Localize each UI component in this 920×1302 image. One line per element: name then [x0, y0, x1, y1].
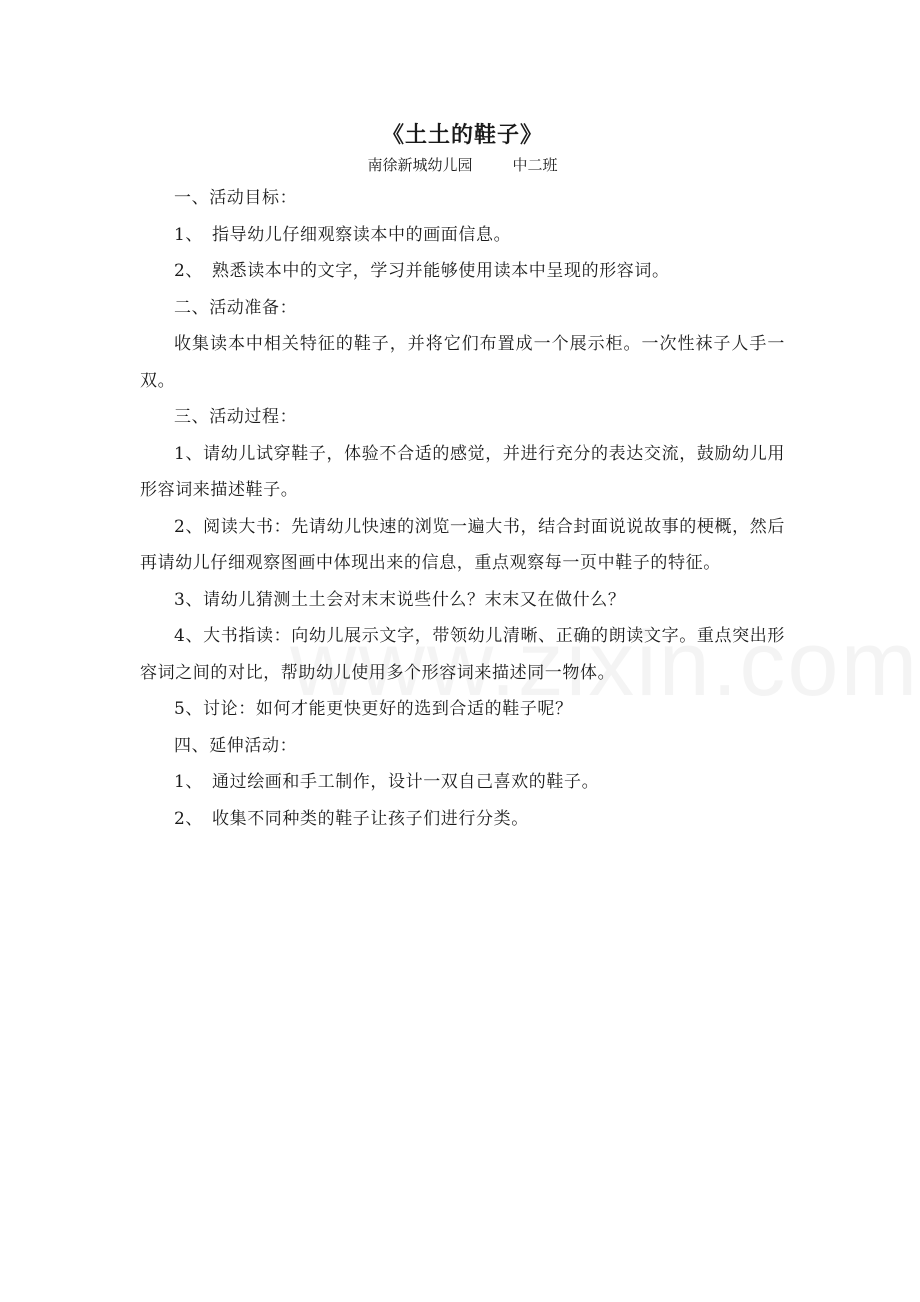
school-name: 南徐新城幼儿园 — [367, 156, 473, 174]
process-step: 3、请幼儿猜测土土会对末末说些什么？末末又在做什么？ — [174, 589, 626, 610]
process-step: 5、讨论：如何才能更快更好的选到合适的鞋子呢？ — [174, 699, 573, 719]
extension-item-number: 2、 — [174, 808, 204, 829]
extension-item-text: 收集不同种类的鞋子让孩子们进行分类。 — [212, 808, 529, 829]
extension-item-text: 通过绘画和手工制作，设计一双自己喜欢的鞋子。 — [212, 772, 600, 792]
section-heading-process: 三、活动过程： — [174, 407, 298, 427]
document-subtitle — [140, 154, 785, 176]
class-name: 中二班 — [512, 156, 558, 174]
section-heading-goals: 一、活动目标： — [174, 188, 298, 208]
document-title: 《土土的鞋子》 — [381, 122, 543, 148]
goal-item — [140, 253, 785, 290]
process-step: 1、请幼儿试穿鞋子，体验不合适的感觉，并进行充分的表达交流，鼓励幼儿用形容词来描述鞋子。 — [140, 443, 785, 500]
goal-item-text: 指导幼儿仔细观察读本中的画面信息。 — [212, 224, 512, 245]
goal-item-number: 1、 — [174, 224, 204, 245]
extension-item-number: 1、 — [174, 772, 204, 792]
section-heading-extension: 四、延伸活动： — [174, 735, 298, 756]
goal-item-number: 2、 — [174, 261, 204, 281]
extension-item — [140, 801, 785, 838]
section-heading-preparation: 二、活动准备： — [174, 297, 298, 318]
document-page — [140, 118, 785, 837]
goal-item — [140, 217, 785, 254]
extension-item — [140, 764, 785, 801]
preparation-paragraph: 收集读本中相关特征的鞋子，并将它们布置成一个展示柜。一次性袜子人手一双。 — [140, 334, 785, 391]
goal-item-text: 熟悉读本中的文字，学习并能够使用读本中呈现的形容词。 — [212, 261, 670, 281]
process-step: 2、阅读大书：先请幼儿快速的浏览一遍大书，结合封面说说故事的梗概，然后再请幼儿仔细观察图画中体现出来的信息，重点观察每一页中鞋子的特征。 — [140, 516, 785, 573]
process-step: 4、大书指读：向幼儿展示文字，带领幼儿清晰、正确的朗读文字。重点突出形容词之间的对比，帮助幼儿使用多个形容词来描述同一物体。 — [140, 626, 785, 683]
